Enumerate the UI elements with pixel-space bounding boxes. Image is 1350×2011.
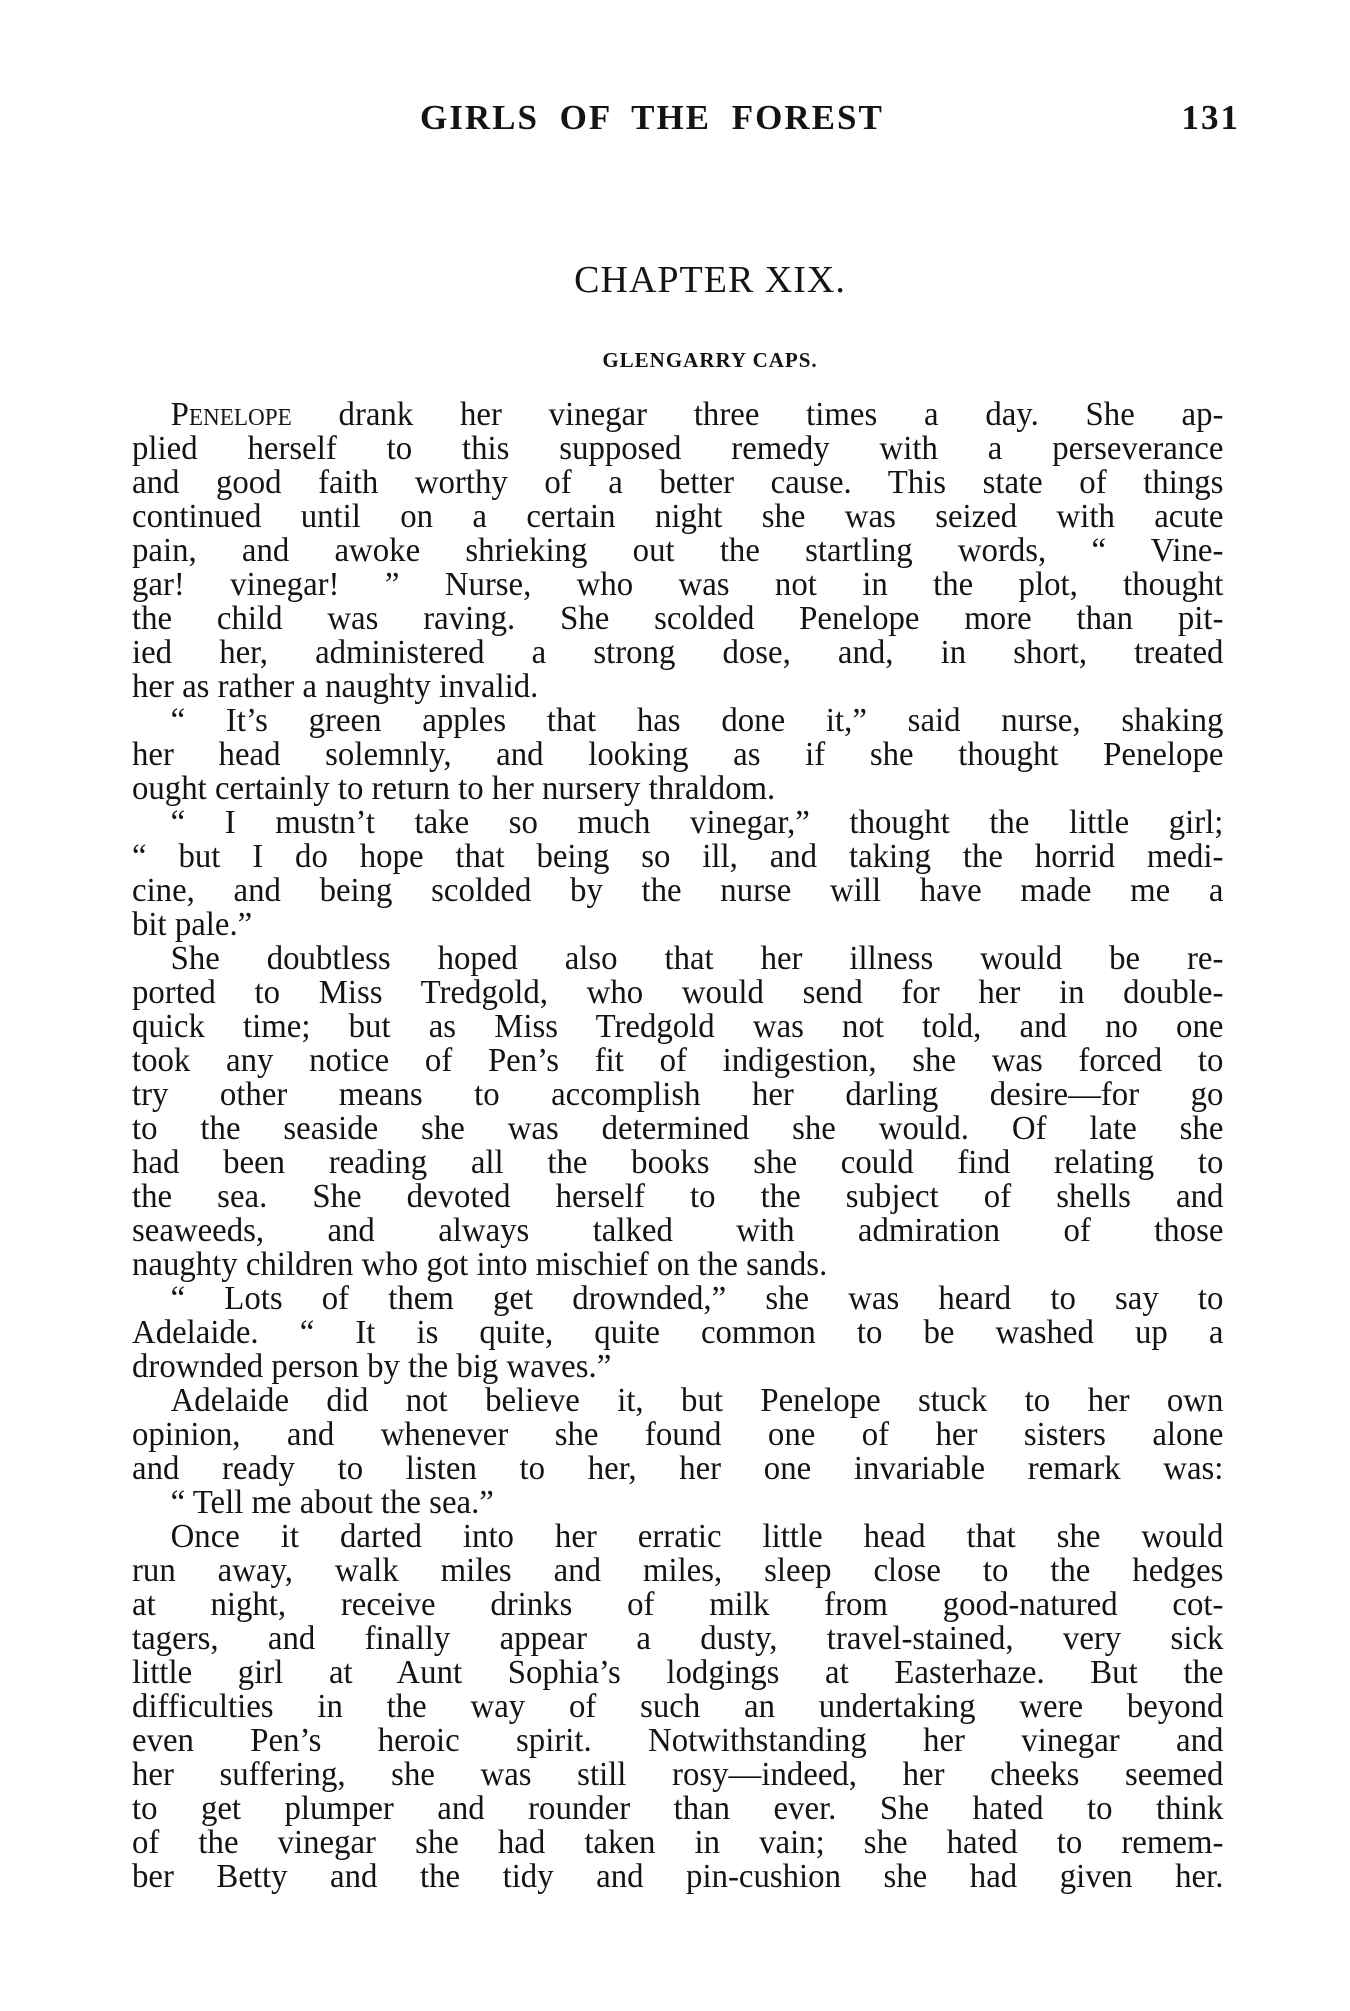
line-text: to get plumper and rounder than ever. She hated to think [132, 1790, 1224, 1827]
text-line [132, 874, 1223, 908]
line-text: try other means to accomplish her darling desire—for go [132, 1076, 1224, 1113]
line-text: continued until on a certain night she was seized with acute [132, 498, 1224, 535]
line-text: plied herself to this supposed remedy with a perseverance [132, 430, 1224, 467]
text-line [132, 1044, 1223, 1078]
line-text: had been reading all the books she could find relating to [132, 1144, 1224, 1181]
text-line [132, 1146, 1223, 1180]
text-line [132, 942, 1223, 976]
page-number: 131 [1181, 98, 1240, 137]
line-text: drank her vinegar three times a day. She ap- [338, 396, 1224, 433]
running-head-title: GIRLS OF THE FOREST [420, 98, 884, 137]
text-line [132, 1826, 1223, 1860]
line-text: “ It’s green apples that has done it,” said nurse, shaking [170, 702, 1224, 739]
line-text: bit pale.” [132, 906, 253, 943]
running-head [420, 98, 1240, 148]
line-text: pain, and awoke shrieking out the startling words, “ Vine- [132, 532, 1224, 569]
line-text: ought certainly to return to her nursery thraldom. [132, 770, 776, 807]
text-line [132, 1078, 1223, 1112]
text-line [132, 1282, 1223, 1316]
line-text: drownded person by the big waves.” [132, 1348, 612, 1385]
text-line [132, 1588, 1223, 1622]
line-text: Once it darted into her erratic little head that she would [170, 1518, 1224, 1555]
line-text: even Pen’s heroic spirit. Notwithstanding her vinegar and [132, 1722, 1224, 1759]
text-line [132, 840, 1223, 874]
text-line [132, 1350, 1223, 1384]
line-text: her head solemnly, and looking as if she thought Penelope [132, 736, 1224, 773]
line-text: at night, receive drinks of milk from good-natured cot- [132, 1586, 1224, 1623]
text-line [132, 466, 1223, 500]
text-line [132, 1384, 1223, 1418]
text-line [132, 602, 1223, 636]
text-line [132, 1758, 1223, 1792]
line-text: and good faith worthy of a better cause. This state of things [132, 464, 1224, 501]
line-text: took any notice of Pen’s fit of indigestion, she was forced to [132, 1042, 1224, 1079]
line-text: Adelaide. “ It is quite, quite common to be washed up a [132, 1314, 1224, 1351]
text-line [132, 1214, 1223, 1248]
line-text: the child was raving. She scolded Penelope more than pit- [132, 600, 1224, 637]
line-text: her suffering, she was still rosy—indeed, her cheeks seemed [132, 1756, 1224, 1793]
text-line [132, 704, 1223, 738]
text-line [132, 1792, 1223, 1826]
text-line [132, 1724, 1223, 1758]
line-text: naughty children who got into mischief on the sands. [132, 1246, 828, 1283]
text-line [132, 1316, 1223, 1350]
line-text: gar! vinegar! ” Nurse, who was not in the plot, thought [132, 566, 1224, 603]
text-line [132, 636, 1223, 670]
text-line [132, 1656, 1223, 1690]
text-line [132, 568, 1223, 602]
text-line [132, 1452, 1223, 1486]
line-text: seaweeds, and always talked with admiration of those [132, 1212, 1224, 1249]
chapter-subtitle: GLENGARRY CAPS. [602, 348, 818, 372]
line-text: of the vinegar she had taken in vain; she hated to remem- [132, 1824, 1224, 1861]
text-line [132, 1112, 1223, 1146]
line-text: run away, walk miles and miles, sleep close to the hedges [132, 1552, 1224, 1589]
line-text: quick time; but as Miss Tredgold was not told, and no one [132, 1008, 1224, 1045]
line-text: “ Lots of them get drownded,” she was heard to say to [170, 1280, 1224, 1317]
line-text: ber Betty and the tidy and pin-cushion she had given her. [132, 1858, 1224, 1895]
text-line [132, 432, 1223, 466]
text-line [132, 1554, 1223, 1588]
text-line [132, 908, 1223, 942]
text-line [132, 398, 1223, 432]
text-line [132, 738, 1223, 772]
body-text [132, 398, 1224, 1894]
line-text: opinion, and whenever she found one of her sisters alone [132, 1416, 1224, 1453]
text-line [132, 670, 1223, 704]
text-line [132, 1860, 1223, 1894]
line-text: her as rather a naughty invalid. [132, 668, 539, 705]
line-text: ported to Miss Tredgold, who would send for her in double- [132, 974, 1224, 1011]
text-line [132, 1690, 1223, 1724]
text-line [132, 500, 1223, 534]
line-text: “ but I do hope that being so ill, and taking the horrid medi- [132, 838, 1224, 875]
lead-word: Penelope [170, 396, 292, 433]
text-line [132, 1520, 1223, 1554]
text-line [132, 1418, 1223, 1452]
line-text: “ Tell me about the sea.” [170, 1484, 494, 1521]
text-line [132, 534, 1223, 568]
line-text: little girl at Aunt Sophia’s lodgings at Easterhaze. But the [132, 1654, 1224, 1691]
text-line [132, 806, 1223, 840]
line-text: to the seaside she was determined she would. Of late she [132, 1110, 1224, 1147]
line-text: cine, and being scolded by the nurse will have made me a [132, 872, 1224, 909]
text-line [132, 772, 1223, 806]
line-text: “ I mustn’t take so much vinegar,” thought the little girl; [170, 804, 1224, 841]
line-text: difficulties in the way of such an undertaking were beyond [132, 1688, 1224, 1725]
line-text: tagers, and finally appear a dusty, travel-stained, very sick [132, 1620, 1224, 1657]
text-line [132, 1486, 1223, 1520]
line-text: the sea. She devoted herself to the subject of shells and [132, 1178, 1224, 1215]
text-line [132, 1248, 1223, 1282]
text-line [132, 1180, 1223, 1214]
chapter-title: CHAPTER XIX. [574, 259, 846, 301]
text-line [132, 1622, 1223, 1656]
line-text: She doubtless hoped also that her illness would be re- [170, 940, 1224, 977]
text-line [132, 976, 1223, 1010]
line-text: Adelaide did not believe it, but Penelope stuck to her own [170, 1382, 1224, 1419]
line-text: and ready to listen to her, her one invariable remark was: [132, 1450, 1224, 1487]
text-line [132, 1010, 1223, 1044]
line-text: ied her, administered a strong dose, and, in short, treated [132, 634, 1224, 671]
